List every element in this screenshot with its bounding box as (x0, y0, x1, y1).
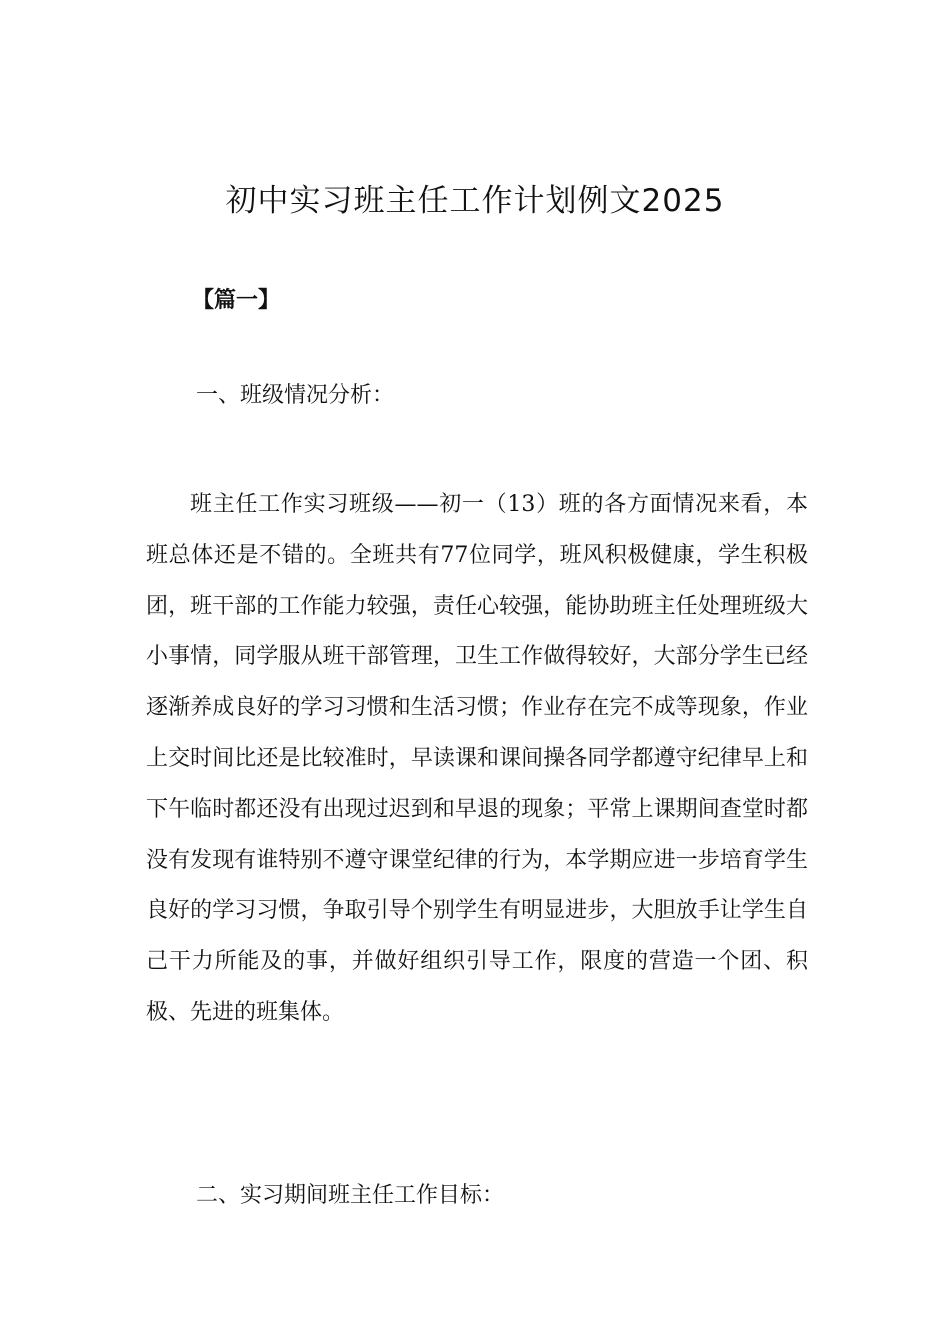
section-tag: 【篇一】 (192, 287, 281, 313)
paragraph-class-analysis: 班主任工作实习班级——初一（13）班的各方面情况来看，本班总体还是不错的。全班共有77位同学，班风积极健康，学生积极团，班干部的工作能力较强，责任心较强，能协助班主任处理班级大小事情，同学服从班干部管理，卫生工作做得较好，大部分学生已经逐渐养成良好的学习习惯和生活习惯；作业存在完不成等现象，作业上交时间比还是比较准时，早读课和课间操各同学都遵守纪律早上和下午临时都还没有出现过迟到和早退的现象；平常上课期间查堂时都没有发现有谁特别不遵守课堂纪律的行为，本学期应进一步培育学生良好的学习习惯，争取引导个别学生有明显进步，大胆放手让学生自己干力所能及的事，并做好组织引导工作，限度的营造一个团、积极、先进的班集体。 (146, 492, 808, 1025)
heading-class-analysis: 一、班级情况分析： (196, 383, 395, 408)
document-title: 初中实习班主任工作计划例文2025 (225, 183, 725, 219)
heading-work-goals: 二、实习期间班主任工作目标： (196, 1183, 505, 1208)
